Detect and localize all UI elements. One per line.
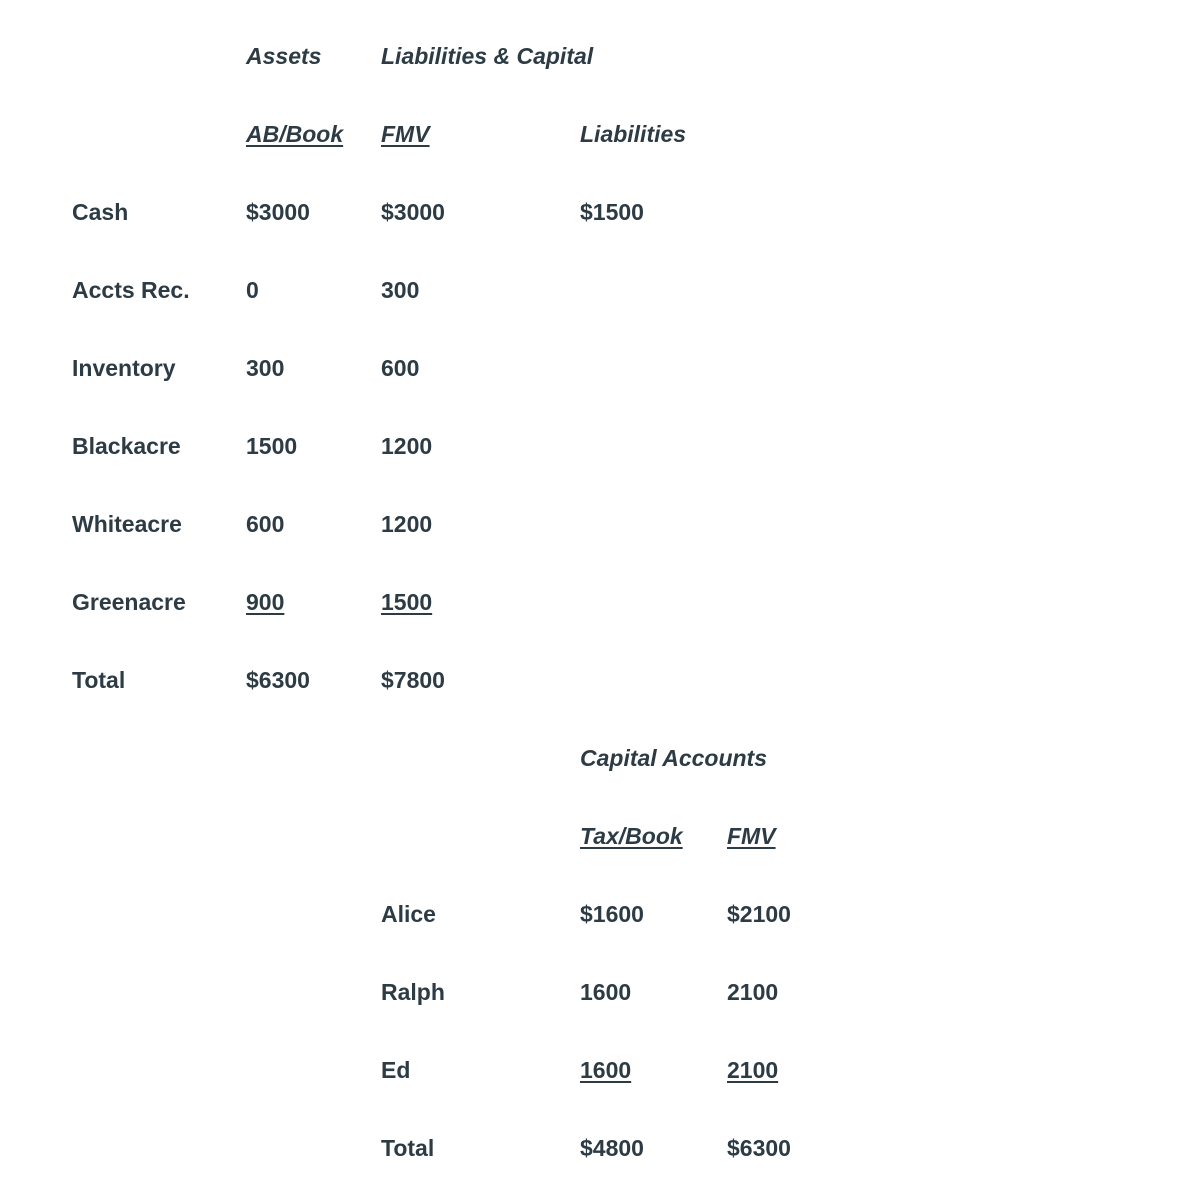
asset-label: Whiteacre <box>72 511 182 537</box>
assets-header: Assets <box>246 43 322 69</box>
partner-label: Ed <box>381 1057 411 1083</box>
tax-book-header: Tax/Book <box>580 823 683 849</box>
asset-fmv-value: 1200 <box>381 511 433 537</box>
asset-book-value: $3000 <box>246 199 310 225</box>
partner-tax-book: $1600 <box>580 901 644 927</box>
partner-tax-book: 1600 <box>580 979 632 1005</box>
asset-total-label: Total <box>72 667 126 693</box>
ab-book-header: AB/Book <box>246 121 344 147</box>
fmv-header: FMV <box>381 121 430 147</box>
partner-fmv: 2100 <box>727 979 779 1005</box>
asset-fmv-value: 1500 <box>381 589 433 615</box>
asset-book-value: 0 <box>246 277 259 303</box>
liabilities-value: $1500 <box>580 199 644 225</box>
partner-fmv: $2100 <box>727 901 791 927</box>
liabilities-capital-header: Liabilities & Capital <box>381 43 594 69</box>
asset-label: Cash <box>72 199 129 225</box>
asset-fmv-value: 600 <box>381 355 420 381</box>
asset-label: Accts Rec. <box>72 277 190 303</box>
capital-fmv-total: $6300 <box>727 1135 791 1161</box>
asset-label: Greenacre <box>72 589 186 615</box>
partner-label: Alice <box>381 901 436 927</box>
capital-accounts-header: Capital Accounts <box>580 745 768 771</box>
asset-book-total: $6300 <box>246 667 310 693</box>
partner-tax-book: 1600 <box>580 1057 632 1083</box>
capital-total-label: Total <box>381 1135 435 1161</box>
asset-book-value: 900 <box>246 589 285 615</box>
capital-tax-book-total: $4800 <box>580 1135 644 1161</box>
asset-fmv-total: $7800 <box>381 667 445 693</box>
liabilities-header: Liabilities <box>580 121 687 147</box>
partner-fmv: 2100 <box>727 1057 779 1083</box>
partner-label: Ralph <box>381 979 445 1005</box>
asset-book-value: 600 <box>246 511 285 537</box>
capital-fmv-header: FMV <box>727 823 776 849</box>
asset-book-value: 1500 <box>246 433 298 459</box>
asset-fmv-value: 300 <box>381 277 420 303</box>
asset-label: Blackacre <box>72 433 181 459</box>
asset-fmv-value: $3000 <box>381 199 445 225</box>
asset-fmv-value: 1200 <box>381 433 433 459</box>
asset-book-value: 300 <box>246 355 285 381</box>
asset-label: Inventory <box>72 355 176 381</box>
